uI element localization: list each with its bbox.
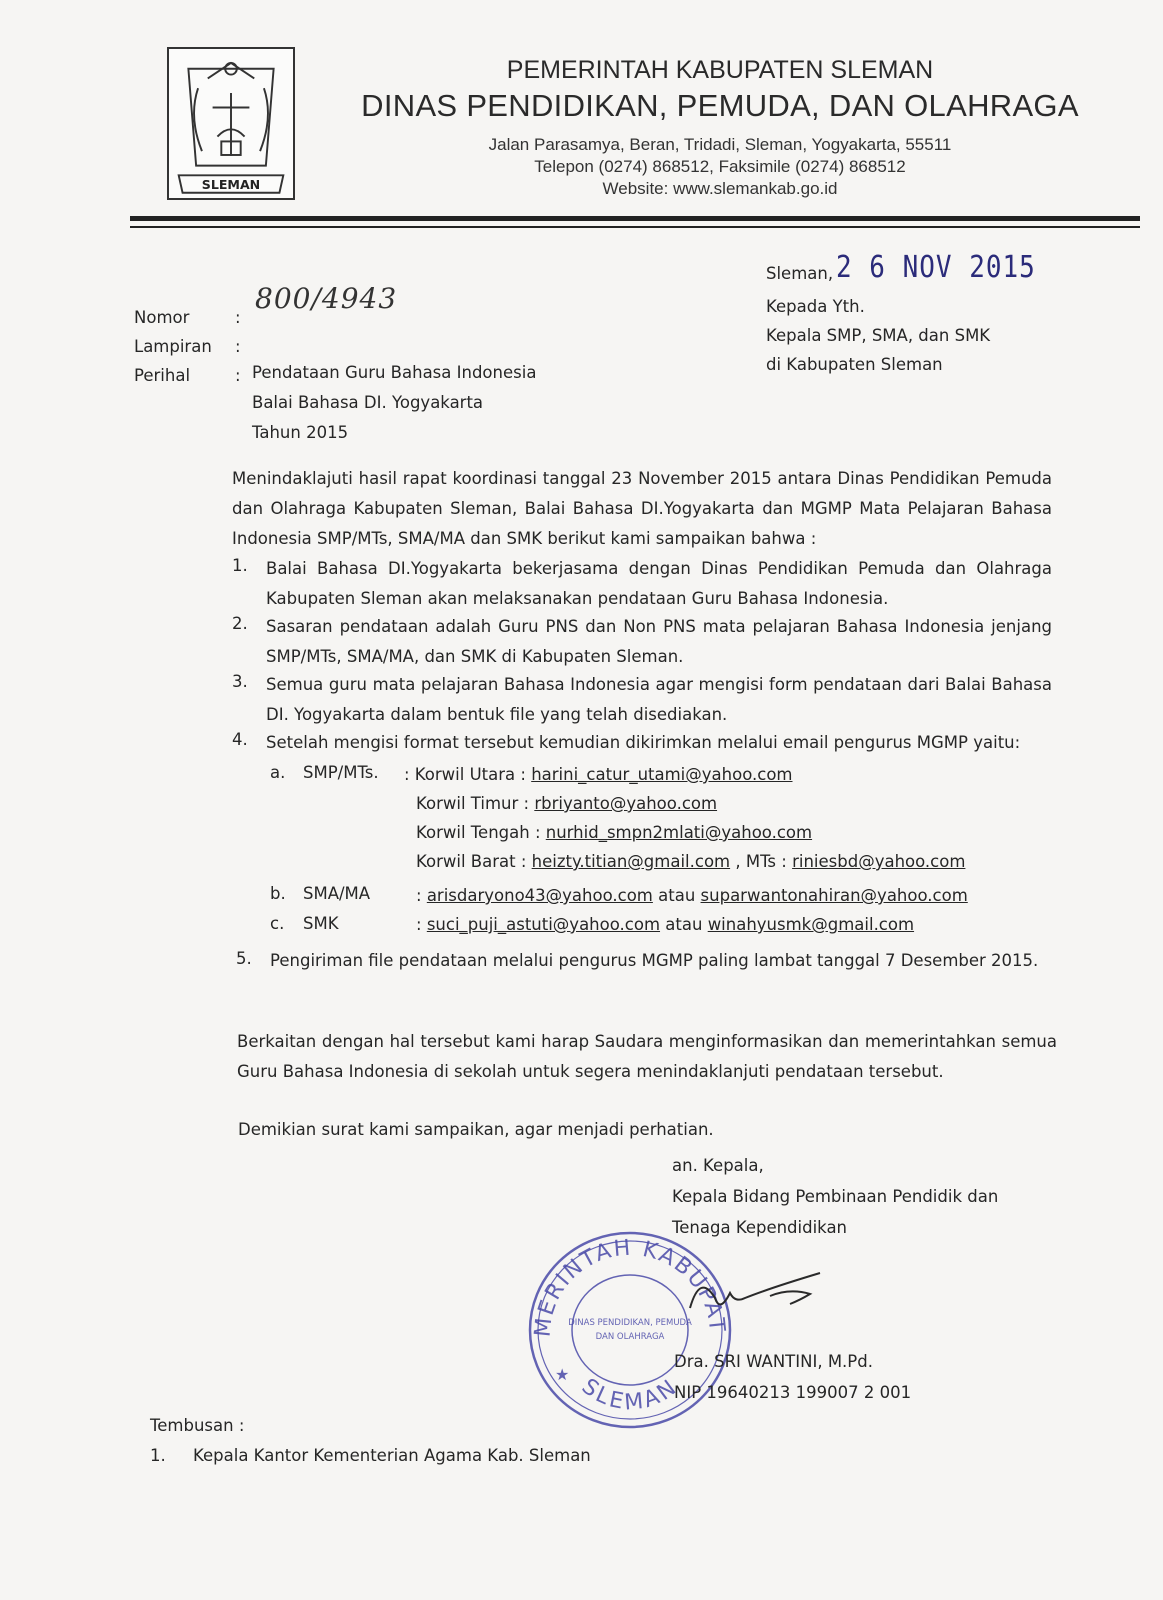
sma-email-1[interactable]: arisdaryono43@yahoo.com <box>426 886 653 905</box>
korwil-barat-line <box>416 847 965 876</box>
sub-a-label: SMP/MTs. <box>303 763 379 782</box>
perihal-line-1: Pendataan Guru Bahasa Indonesia <box>252 363 537 382</box>
intro-paragraph: Menindaklajuti hasil rapat koordinasi tanggal 23 November 2015 antara Dinas Pendidikan Pemuda dan Olahraga Kabupaten Sleman, Balai Bahasa DI.Yogyakarta dan MGMP Mata Pelajaran Bahasa Indonesia SMP/MTs, SMA/MA dan SMK berikut kami sampaikan bahwa : <box>232 469 1052 548</box>
sma-email-line <box>416 881 968 910</box>
item-1-text: Balai Bahasa DI.Yogyakarta bekerjasama dengan Dinas Pendidikan Pemuda dan Olahraga Kabupaten Sleman akan melaksanakan pendataan Guru Bahasa Indonesia. <box>266 559 1052 608</box>
item-5-number: 5. <box>236 949 252 968</box>
nomor-colon: : <box>235 308 241 327</box>
mts-email[interactable]: riniesbd@yahoo.com <box>792 852 966 871</box>
closing-paragraph: Berkaitan dengan hal tersebut kami harap Saudara menginformasikan dan memerintahkan semua Guru Bahasa Indonesia di sekolah untuk segera menindaklanjuti pendataan tersebut. <box>237 1032 1057 1081</box>
korwil-barat-label: Korwil Barat : <box>416 852 527 871</box>
smk-atau: atau <box>665 915 703 934</box>
cc-title: Tembusan : <box>150 1416 245 1435</box>
korwil-tengah-line <box>416 818 812 847</box>
cc-item-text: Kepala Kantor Kementerian Agama Kab. Sleman <box>193 1446 591 1465</box>
regency-logo <box>167 47 295 200</box>
addressee-line-1: Kepada Yth. <box>766 297 865 316</box>
meta-colons <box>235 303 241 390</box>
sub-b-label: SMA/MA <box>303 884 371 903</box>
nomor-value: 800/4943 <box>255 282 398 315</box>
smk-email-line <box>416 910 914 939</box>
letterhead-rule-thick <box>130 216 1140 221</box>
logo-lettering: SLEMAN <box>201 176 261 192</box>
smk-email-1[interactable]: suci_puji_astuti@yahoo.com <box>426 915 661 934</box>
item-3-text: Semua guru mata pelajaran Bahasa Indonesia agar mengisi form pendataan dari Balai Bahasa DI. Yogyakarta dalam bentuk file yang telah disediakan. <box>266 675 1052 724</box>
item-1-number: 1. <box>232 556 248 575</box>
korwil-utara-email[interactable]: harini_catur_utami@yahoo.com <box>531 765 793 784</box>
nomor-label: Nomor <box>134 308 190 327</box>
cc-item <box>150 1446 591 1465</box>
sma-colon: : <box>416 886 422 905</box>
lampiran-colon: : <box>235 337 241 356</box>
korwil-timur-email[interactable]: rbriyanto@yahoo.com <box>534 794 718 813</box>
addressee-line-3: di Kabupaten Sleman <box>766 355 943 374</box>
date-stamp: 2 6 NOV 2015 <box>836 250 1036 286</box>
letterhead-website: Website: www.slemankab.go.id <box>602 179 838 198</box>
stamp-inner-line-2: DAN OLAHRAGA <box>595 1332 665 1342</box>
letterhead-contact <box>420 134 1020 200</box>
stamp-arc-top: MERINTAH KABUPAT <box>530 1235 730 1339</box>
sub-b-letter: b. <box>270 884 286 903</box>
svg-text:SLEMAN <box>577 1374 683 1416</box>
item-3-number: 3. <box>232 672 248 691</box>
korwil-timur-label: Korwil Timur : <box>416 794 530 813</box>
addressee <box>766 292 990 379</box>
perihal-label: Perihal <box>134 366 191 385</box>
letterhead-rule-thin <box>130 226 1140 228</box>
perihal-value <box>252 358 536 448</box>
korwil-tengah-email[interactable]: nurhid_smpn2mlati@yahoo.com <box>545 823 813 842</box>
meta-labels <box>134 303 212 390</box>
korwil-tengah-label: Korwil Tengah : <box>416 823 541 842</box>
signatory-title-2: Tenaga Kependidikan <box>672 1218 848 1237</box>
lampiran-label: Lampiran <box>134 337 212 356</box>
stamp-star-icon: ★ <box>555 1365 570 1384</box>
signatory-an: an. Kepala, <box>672 1156 764 1175</box>
korwil-utara-label: : Korwil Utara : <box>404 765 526 784</box>
letterhead-address: Jalan Parasamya, Beran, Tridadi, Sleman, Yogyakarta, 55511 <box>488 135 952 154</box>
handwritten-signature <box>680 1268 840 1338</box>
item-5-text: Pengiriman file pendataan melalui pengurus MGMP paling lambat tanggal 7 Desember 2015. <box>270 951 1039 970</box>
sub-a-letter: a. <box>270 763 286 782</box>
korwil-timur-line <box>416 789 717 818</box>
smk-email-2[interactable]: winahyusmk@gmail.com <box>707 915 915 934</box>
cc-item-number: 1. <box>150 1446 166 1465</box>
perihal-colon: : <box>235 366 241 385</box>
sub-c-label: SMK <box>303 914 339 933</box>
sub-c-letter: c. <box>270 914 285 933</box>
sma-email-2[interactable]: suparwantonahiran@yahoo.com <box>700 886 968 905</box>
letterhead-phone: Telepon (0274) 868512, Faksimile (0274) 868512 <box>534 157 906 176</box>
item-4-number: 4. <box>232 730 248 749</box>
smk-colon: : <box>416 915 422 934</box>
sma-atau: atau <box>658 886 696 905</box>
signatory-title-1: Kepala Bidang Pembinaan Pendidik dan <box>672 1187 999 1206</box>
stamp-arc-bottom: SLEMAN <box>576 1374 684 1416</box>
perihal-line-2: Balai Bahasa DI. Yogyakarta <box>252 393 484 412</box>
date-label: Sleman, <box>766 264 834 283</box>
item-2-number: 2. <box>232 614 248 633</box>
signatory-identity <box>674 1346 911 1408</box>
signatory-nip: NIP 19640213 199007 2 001 <box>674 1383 912 1402</box>
addressee-line-2: Kepala SMP, SMA, dan SMK <box>766 326 991 345</box>
stamp-inner-line-1: DINAS PENDIDIKAN, PEMUDA <box>568 1318 692 1328</box>
letterhead-government: PEMERINTAH KABUPATEN SLEMAN <box>506 56 934 84</box>
signatory-block <box>672 1150 998 1243</box>
letterhead-department: DINAS PENDIDIKAN, PEMUDA, DAN OLAHRAGA <box>361 88 1079 123</box>
signatory-name: Dra. SRI WANTINI, M.Pd. <box>674 1352 873 1371</box>
mts-label: , MTs : <box>735 852 787 871</box>
korwil-utara-line <box>404 760 793 789</box>
perihal-line-3: Tahun 2015 <box>252 423 349 442</box>
korwil-barat-email[interactable]: heizty.titian@gmail.com <box>531 852 731 871</box>
item-4-text: Setelah mengisi format tersebut kemudian dikirimkan melalui email pengurus MGMP yaitu: <box>266 733 1021 752</box>
item-2-text: Sasaran pendataan adalah Guru PNS dan Non PNS mata pelajaran Bahasa Indonesia jenjang SMP/MTs, SMA/MA, dan SMK di Kabupaten Sleman. <box>266 617 1052 666</box>
closing-sentence: Demikian surat kami sampaikan, agar menjadi perhatian. <box>238 1120 714 1139</box>
